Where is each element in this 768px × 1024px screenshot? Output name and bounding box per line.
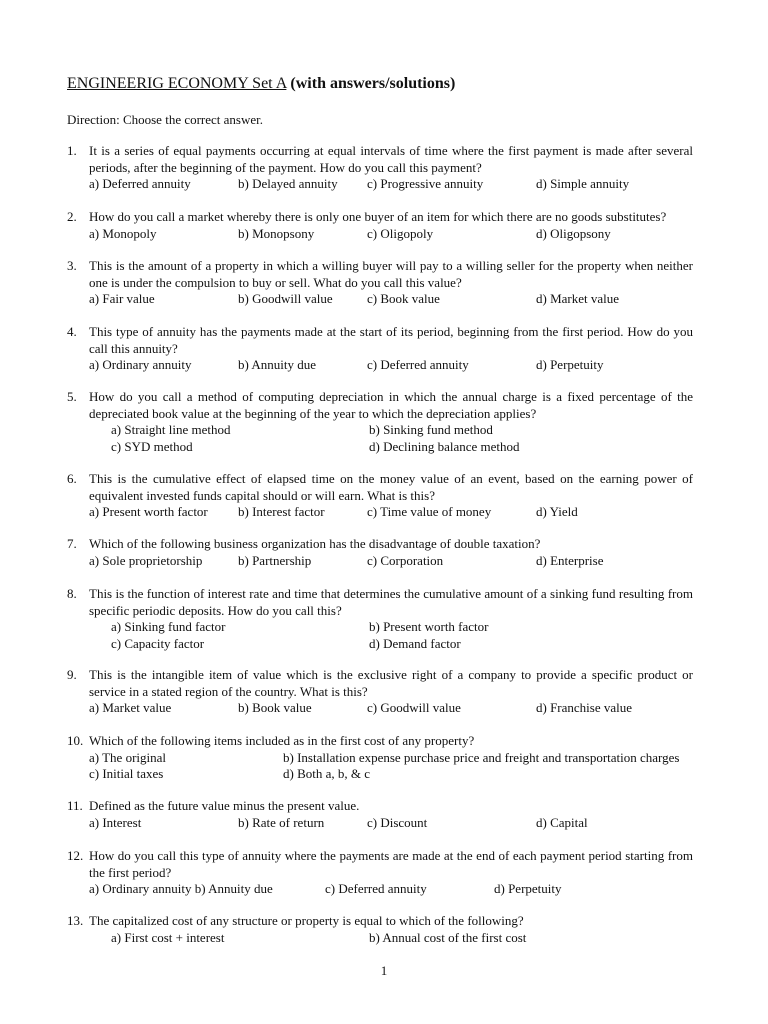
- question-item: [67, 848, 693, 898]
- answer-option: d) Simple annuity: [536, 176, 630, 191]
- question-item: [67, 258, 693, 308]
- answer-options-row: [89, 439, 693, 456]
- answer-option: a) Ordinary annuity b) Annuity due: [89, 881, 273, 896]
- answer-options-row: [89, 700, 693, 717]
- title-main: ENGINEERIG ECONOMY Set A: [67, 75, 287, 92]
- question-text: How do you call this type of annuity where the payments are made at the end of each payment period starting from the first period?: [89, 848, 693, 880]
- answer-option: c) Deferred annuity: [325, 881, 427, 896]
- answer-option: c) Initial taxes: [89, 766, 164, 781]
- answer-options-row: [89, 422, 693, 439]
- answer-option: c) Capacity factor: [111, 635, 205, 651]
- question-item: [67, 324, 693, 374]
- answer-option: a) Ordinary annuity: [89, 357, 192, 372]
- answer-option: d) Enterprise: [536, 552, 604, 568]
- answer-option: c) SYD method: [111, 438, 193, 454]
- answer-option: a) Market value: [89, 700, 172, 715]
- question-item: [67, 471, 693, 521]
- question-number: 1.: [67, 143, 77, 158]
- answer-options-row: [89, 291, 693, 308]
- answer-option: c) Time value of money: [367, 504, 492, 519]
- question-item: [67, 667, 693, 717]
- answer-option: d) Oligopsony: [536, 225, 611, 241]
- page-number: 1: [380, 963, 388, 978]
- answer-option: b) Annual cost of the first cost: [369, 929, 527, 945]
- answer-option: c) Discount: [367, 814, 428, 830]
- answer-option: c) Progressive annuity: [367, 176, 484, 191]
- answer-options-row: [89, 226, 693, 243]
- question-number: 11.: [67, 798, 83, 813]
- answer-option: d) Perpetuity: [536, 357, 604, 372]
- answer-options-row: [89, 619, 693, 636]
- question-text: How do you call a method of computing depreciation in which the annual charge is a fixed percentage of the depreciated book value at the beginning of the year to which the depreciation applies?: [89, 389, 693, 421]
- question-text: Which of the following business organization has the disadvantage of double taxation?: [89, 536, 541, 551]
- answer-option: d) Demand factor: [369, 635, 461, 651]
- question-item: [67, 733, 693, 783]
- answer-option: b) Sinking fund method: [369, 422, 493, 437]
- question-text: How do you call a market whereby there is only one buyer of an item for which there are no goods substitutes?: [89, 209, 667, 224]
- answer-option: b) Delayed annuity: [238, 176, 338, 191]
- answer-option: c) Oligopoly: [367, 225, 434, 241]
- answer-option: a) Deferred annuity: [89, 176, 191, 191]
- question-number: 5.: [67, 389, 77, 404]
- question-item: [67, 209, 693, 242]
- question-text: This is the cumulative effect of elapsed time on the money value of an event, based on the earning power of equivalent invested funds capital should or will earn. What is this?: [89, 471, 693, 503]
- question-number: 12.: [67, 848, 84, 863]
- answer-option: c) Goodwill value: [367, 700, 461, 715]
- answer-option: b) Annuity due: [238, 357, 316, 372]
- question-number: 13.: [67, 913, 84, 928]
- answer-options-row: [89, 176, 693, 193]
- answer-option: a) First cost + interest: [111, 929, 225, 945]
- answer-options-row: [89, 504, 693, 521]
- answer-option: a) The original: [89, 749, 167, 765]
- answer-option: b) Installation expense purchase price and freight and transportation charges: [283, 749, 680, 765]
- question-text: This type of annuity has the payments made at the start of its period, beginning from the first period. How do you call this annuity?: [89, 324, 693, 356]
- answer-option: c) Deferred annuity: [367, 357, 469, 372]
- document-title: [67, 75, 455, 93]
- answer-options-row: [89, 750, 693, 767]
- question-number: 9.: [67, 667, 77, 682]
- title-subtitle: (with answers/solutions): [290, 75, 456, 92]
- answer-option: a) Sole proprietorship: [89, 552, 203, 568]
- question-text: The capitalized cost of any structure or property is equal to which of the following?: [89, 913, 524, 928]
- answer-option: a) Sinking fund factor: [111, 619, 226, 634]
- answer-option: d) Both a, b, & c: [283, 766, 371, 781]
- question-text: Defined as the future value minus the present value.: [89, 798, 360, 813]
- question-item: [67, 913, 693, 946]
- answer-option: d) Declining balance method: [369, 438, 520, 454]
- answer-option: a) Present worth factor: [89, 504, 208, 519]
- answer-option: d) Yield: [536, 504, 578, 519]
- question-number: 4.: [67, 324, 77, 339]
- question-item: [67, 389, 693, 455]
- answer-options-row: [89, 881, 693, 898]
- question-text: This is the amount of a property in which a willing buyer will pay to a willing seller for the property when neither one is under the compulsion to buy or sell. What do you call this value?: [89, 258, 693, 290]
- answer-options-row: [89, 636, 693, 653]
- answer-option: b) Present worth factor: [369, 619, 489, 634]
- answer-option: b) Partnership: [238, 552, 312, 568]
- answer-option: b) Monopsony: [238, 225, 315, 241]
- answer-option: a) Straight line method: [111, 422, 231, 437]
- question-number: 7.: [67, 536, 77, 551]
- answer-option: b) Interest factor: [238, 504, 325, 519]
- answer-option: d) Perpetuity: [494, 881, 562, 896]
- answer-option: a) Monopoly: [89, 225, 157, 241]
- question-text: Which of the following items included as in the first cost of any property?: [89, 733, 475, 748]
- answer-options-row: [89, 357, 693, 374]
- answer-option: b) Goodwill value: [238, 291, 333, 306]
- question-number: 2.: [67, 209, 77, 224]
- question-number: 8.: [67, 586, 77, 601]
- question-item: [67, 143, 693, 193]
- directions-text: Direction: Choose the correct answer.: [67, 112, 264, 127]
- answer-option: b) Book value: [238, 700, 312, 715]
- question-item: [67, 798, 693, 831]
- answer-options-row: [89, 766, 693, 783]
- answer-option: d) Capital: [536, 814, 588, 830]
- question-item: [67, 536, 693, 569]
- answer-options-row: [89, 553, 693, 570]
- answer-option: b) Rate of return: [238, 814, 325, 830]
- answer-option: a) Interest: [89, 814, 142, 830]
- question-item: [67, 586, 693, 652]
- question-number: 10.: [67, 733, 84, 748]
- question-text: It is a series of equal payments occurring at equal intervals of time where the first payment is made after several periods, after the beginning of the payment. How do you call this payment?: [89, 143, 693, 175]
- question-text: This is the function of interest rate and time that determines the cumulative amount of a sinking fund resulting from specific periodic deposits. How do you call this?: [89, 586, 693, 618]
- question-number: 3.: [67, 258, 77, 273]
- answer-options-row: [89, 815, 693, 832]
- answer-option: c) Corporation: [367, 552, 444, 568]
- answer-option: d) Market value: [536, 291, 620, 306]
- answer-option: a) Fair value: [89, 291, 155, 306]
- question-text: This is the intangible item of value which is the exclusive right of a company to provide a specific product or service in a stated region of the country. What is this?: [89, 667, 693, 699]
- answer-option: d) Franchise value: [536, 700, 633, 715]
- answer-options-row: [89, 930, 693, 947]
- question-number: 6.: [67, 471, 77, 486]
- answer-option: c) Book value: [367, 291, 440, 306]
